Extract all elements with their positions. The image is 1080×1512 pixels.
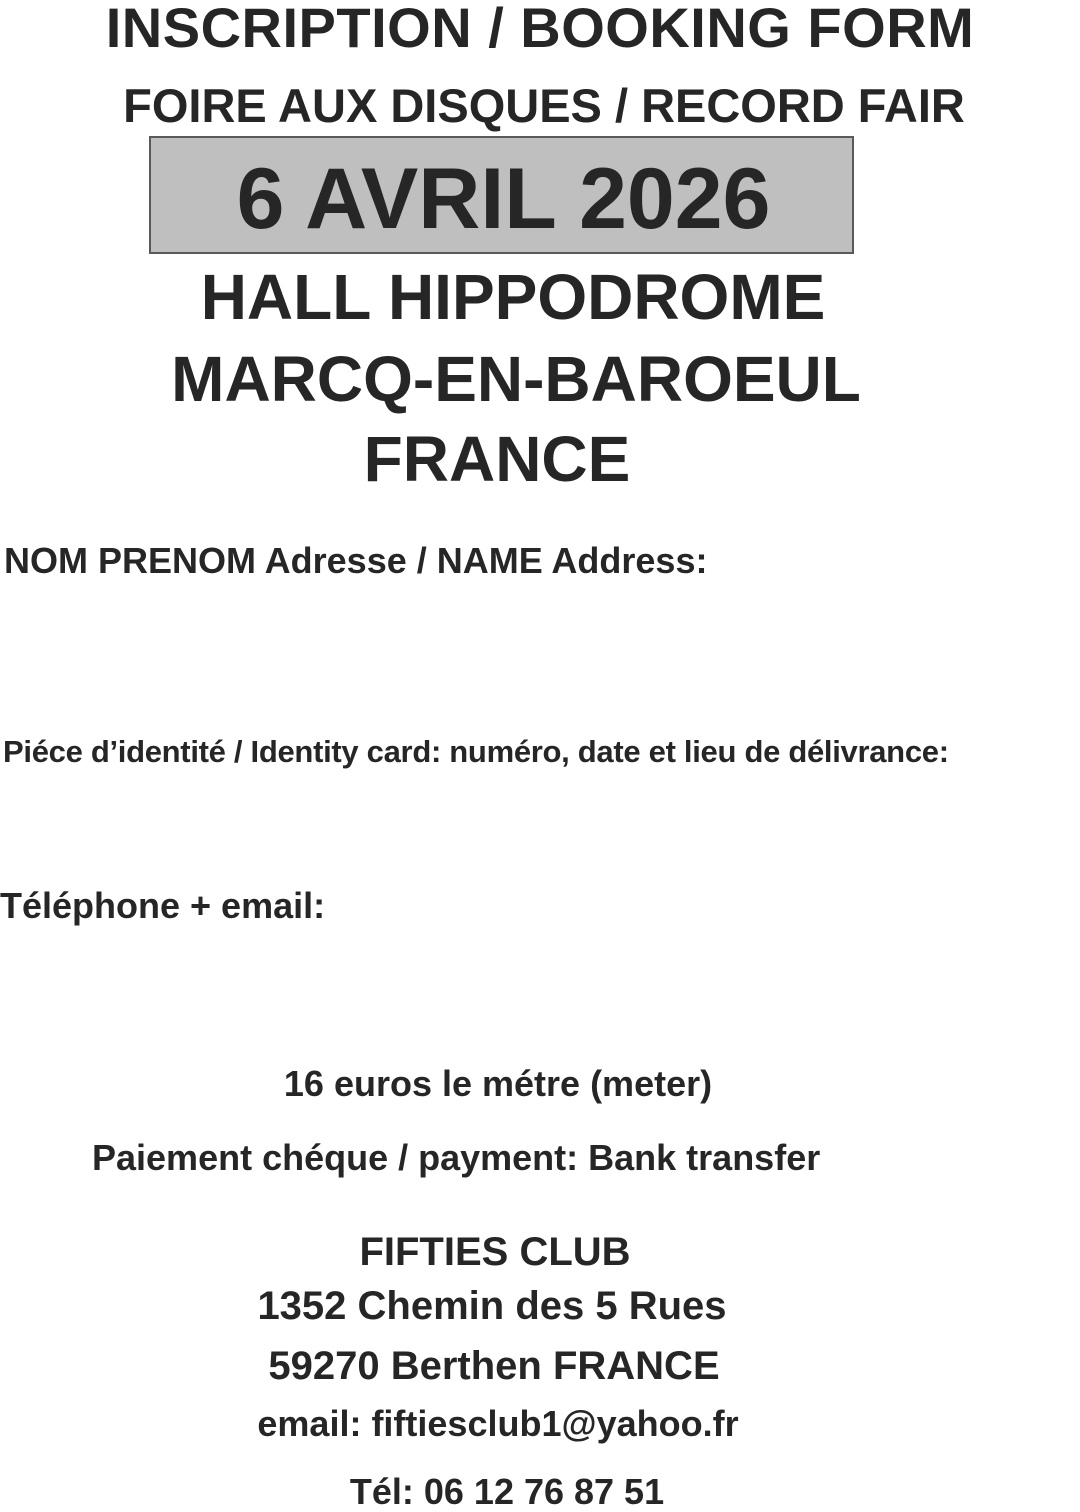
venue-country: FRANCE [363,423,631,495]
organizer-email: email: fiftiesclub1@yahoo.fr [257,1403,739,1444]
event-date: 6 AVRIL 2026 [236,151,771,247]
identity-card-label: Piéce d’identité / Identity card: numéro, date et lieu de délivrance: [3,734,949,769]
name-address-label: NOM PRENOM Adresse / NAME Address: [4,540,708,581]
organizer-phone: Tél: 06 12 76 87 51 [349,1471,665,1512]
venue-city: MARCQ-EN-BAROEUL [171,343,861,415]
price-per-meter: 16 euros le métre (meter) [283,1063,713,1104]
organizer-street: 1352 Chemin des 5 Rues [257,1284,727,1328]
event-date-box [149,136,854,254]
organizer-name: FIFTIES CLUB [359,1230,631,1274]
phone-email-label: Téléphone + email: [0,885,326,926]
payment-method: Paiement chéque / payment: Bank transfer [92,1137,821,1178]
event-subtitle: FOIRE AUX DISQUES / RECORD FAIR [123,79,965,132]
venue-name: HALL HIPPODROME [200,261,826,333]
form-title: INSCRIPTION / BOOKING FORM [105,0,975,59]
organizer-city: 59270 Berthen FRANCE [268,1344,720,1388]
